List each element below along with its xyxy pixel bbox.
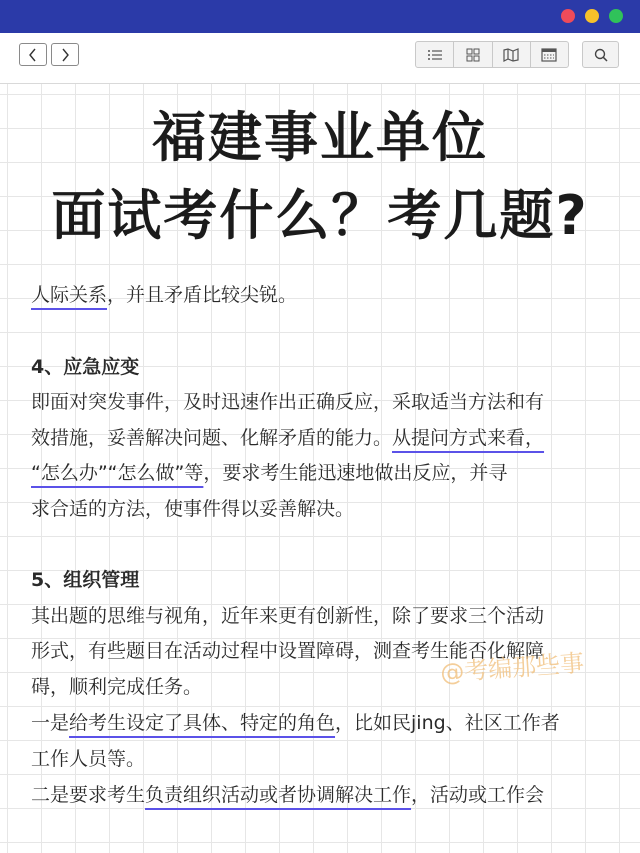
section-4-line-4: 求合适的方法，使事件得以妥善解决。 <box>31 498 355 520</box>
intro-paragraph <box>31 282 297 308</box>
s5-line6-suffix: ，活动或工作会 <box>411 784 545 806</box>
highlight-how-to: “怎么办”“怎么做”等 <box>31 462 204 484</box>
map-view-button[interactable] <box>493 42 531 67</box>
page-title-line-1: 福建事业单位 <box>152 106 488 169</box>
highlight-specific-role: 给考生设定了具体、特定的角色 <box>69 712 336 734</box>
grid-view-icon <box>466 48 480 62</box>
highlight-organize-activity: 负责组织活动或者协调解决工作 <box>145 784 412 806</box>
map-view-icon <box>503 48 519 62</box>
grid-view-button[interactable] <box>454 42 492 67</box>
chevron-right-icon <box>59 48 71 62</box>
chevron-left-icon <box>27 48 39 62</box>
section-4-heading: 4、应急应变 <box>31 356 140 378</box>
section-4-line-3 <box>31 460 507 486</box>
s5-line4-suffix: ，比如民jing、社区工作者 <box>335 712 560 734</box>
forward-button[interactable] <box>51 43 79 66</box>
minimize-window-button[interactable] <box>585 9 599 23</box>
section-4-line-2 <box>31 425 544 451</box>
section-4-line-1: 即面对突发事件，及时迅速作出正确反应，采取适当方法和有 <box>31 391 545 413</box>
window-titlebar <box>0 0 640 33</box>
section-5-line-2: 形式，有些题目在活动过程中设置障碍，测查考生能否化解障 <box>31 640 545 662</box>
s4-line3-text: ，要求考生能迅速地做出反应，并寻 <box>203 462 508 484</box>
page-title-line-2: 面试考什么？考几题? <box>51 184 589 247</box>
back-button[interactable] <box>19 43 47 66</box>
list-view-button[interactable] <box>416 42 454 67</box>
calendar-view-icon <box>541 48 557 62</box>
section-5-line-4 <box>31 710 560 736</box>
highlight-interpersonal: 人际关系 <box>31 284 108 306</box>
watermark: @考编那些事 <box>439 649 585 687</box>
close-window-button[interactable] <box>561 9 575 23</box>
section-5-line-1: 其出题的思维与视角，近年来更有创新性，除了要求三个活动 <box>31 605 545 627</box>
list-view-icon <box>427 49 443 61</box>
calendar-view-button[interactable] <box>531 42 568 67</box>
section-5-line-5: 工作人员等。 <box>31 748 146 770</box>
section-5-heading: 5、组织管理 <box>31 569 140 591</box>
intro-rest: ，并且矛盾比较尖锐。 <box>107 284 298 306</box>
s4-line2-text: 效措施，妥善解决问题、化解矛盾的能力。 <box>31 427 393 449</box>
s5-line4-prefix: 一是 <box>31 712 70 734</box>
search-button[interactable] <box>582 41 619 68</box>
highlight-question-style: 从提问方式来看， <box>392 427 545 449</box>
toolbar <box>0 33 640 84</box>
section-5-line-6 <box>31 782 544 808</box>
s5-line6-prefix: 二是要求考生 <box>31 784 146 806</box>
section-5-line-3: 碍，顺利完成任务。 <box>31 676 203 698</box>
search-icon <box>594 48 608 62</box>
view-switcher <box>415 41 569 68</box>
maximize-window-button[interactable] <box>609 9 623 23</box>
